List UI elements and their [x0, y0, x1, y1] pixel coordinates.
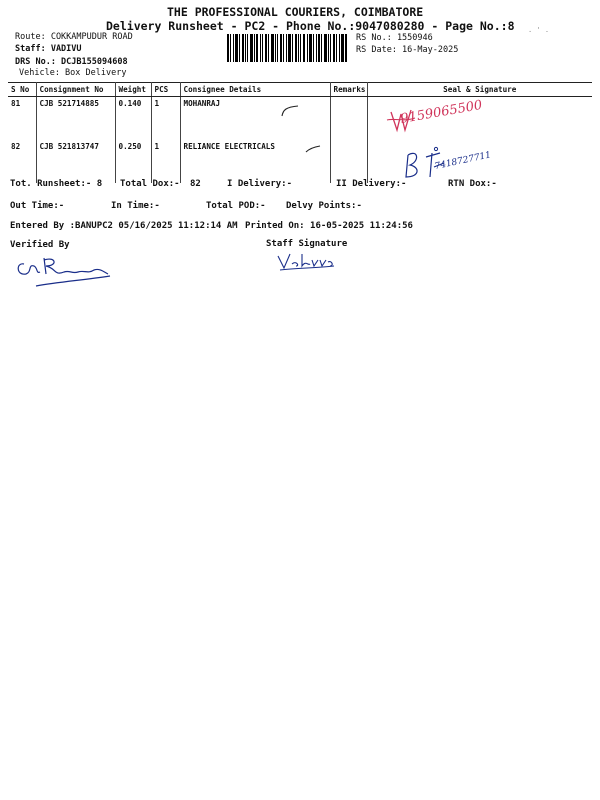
table-row — [8, 140, 592, 183]
cell-consignment: CJB 521813747 — [36, 140, 115, 183]
in-time: In Time:- — [111, 201, 160, 211]
verified-by-label: Verified By — [10, 240, 70, 250]
route-text: Route: COKKAMPUDUR ROAD — [15, 32, 133, 42]
cell-pcs: 1 — [151, 97, 180, 141]
vehicle-text: Vehicle: Box Delivery — [19, 68, 127, 78]
cell-remarks — [330, 140, 367, 183]
cell-consignment: CJB 521714885 — [36, 97, 115, 141]
printed-on: Printed On: 16-05-2025 11:24:56 — [245, 221, 413, 231]
total-dox-label: Total Dox:- — [120, 179, 180, 189]
barcode-image — [227, 34, 347, 62]
scan-mark: . ' . — [528, 26, 550, 34]
staff-text: Staff: VADIVU — [15, 44, 82, 54]
cell-sno: 82 — [8, 140, 36, 183]
runsheet-subtitle: Delivery Runsheet - PC2 - Phone No.:9047080280 - Page No.:8 — [106, 19, 515, 33]
handwritten-phone-row1: 9159065500 — [399, 97, 484, 127]
table-header-row — [8, 83, 592, 97]
total-dox-value: 82 — [190, 179, 201, 189]
cell-pcs: 1 — [151, 140, 180, 183]
rs-number: RS No.: 1550946 — [356, 33, 433, 43]
ii-delivery: II Delivery:- — [336, 179, 407, 189]
col-header-consignment: Consignment No — [36, 83, 115, 97]
staff-signature-label: Staff Signature — [266, 239, 348, 249]
rs-date: RS Date: 16-May-2025 — [356, 45, 459, 55]
tick-mark-row2 — [304, 143, 324, 155]
cell-sno: 81 — [8, 97, 36, 141]
cell-consignee: RELIANCE ELECTRICALS — [180, 140, 330, 183]
col-header-seal: Seal & Signature — [367, 83, 592, 97]
staff-signature — [276, 250, 336, 272]
col-header-sno: S No — [8, 83, 36, 97]
handwritten-phone-row2: 7418727711 — [433, 150, 493, 172]
tick-mark-row1 — [280, 104, 302, 118]
company-title: THE PROFESSIONAL COURIERS, COIMBATORE — [167, 5, 424, 19]
cell-weight: 0.140 — [115, 97, 151, 141]
col-header-weight: Weight — [115, 83, 151, 97]
i-delivery: I Delivery:- — [227, 179, 293, 189]
cell-remarks — [330, 97, 367, 141]
entered-by: Entered By :BANUPC2 05/16/2025 11:12:14 AM — [10, 221, 238, 231]
verifier-signature — [14, 250, 114, 292]
col-header-pcs: PCS — [151, 83, 180, 97]
cell-weight: 0.250 — [115, 140, 151, 183]
delvy-points: Delvy Points:- — [286, 201, 362, 211]
out-time: Out Time:- — [10, 201, 65, 211]
cell-consignee: MOHANRAJ — [180, 97, 330, 141]
rtn-dox: RTN Dox:- — [448, 179, 497, 189]
total-pod: Total POD:- — [206, 201, 266, 211]
col-header-consignee: Consignee Details — [180, 83, 330, 97]
drs-number: DRS No.: DCJB155094608 — [15, 57, 128, 67]
total-runsheet: Tot. Runsheet:- 8 — [10, 179, 103, 189]
col-header-remarks: Remarks — [330, 83, 367, 97]
